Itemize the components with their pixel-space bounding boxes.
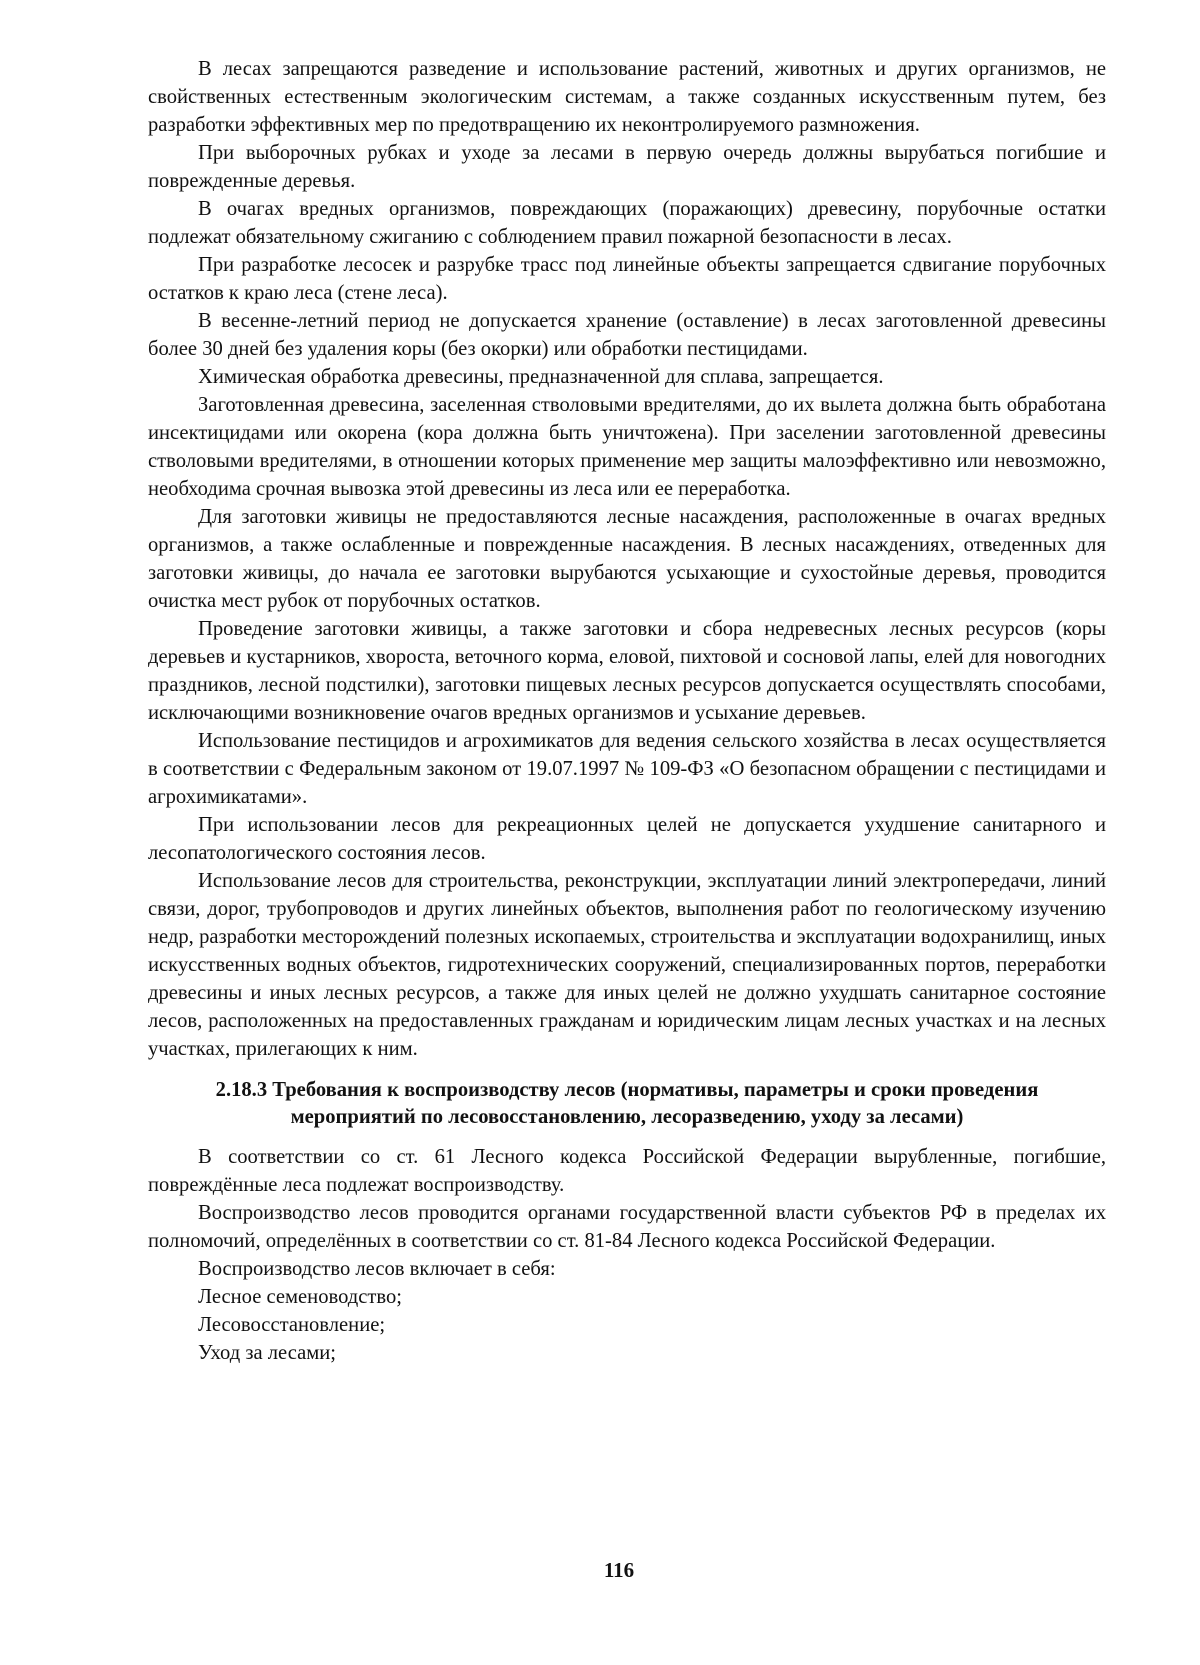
list-intro: Воспроизводство лесов включает в себя: <box>198 1258 556 1280</box>
list-item: Лесное семеноводство; <box>198 1286 403 1308</box>
body-paragraph: Использование пестицидов и агрохимикатов для ведения сельского хозяйства в лесах осуществляется в соответствии с Федеральным законом от 19.07.1997 № 109-ФЗ «О безопасном обращении с пестицидами и агрохимикатами». <box>148 730 1106 808</box>
document-page <box>148 55 1106 1367</box>
body-paragraph: При разработке лесосек и разрубке трасс под линейные объекты запрещается сдвигание порубочных остатков к краю леса (стене леса). <box>148 254 1106 304</box>
body-paragraph: В весенне-летний период не допускается хранение (оставление) в лесах заготовленной древесины более 30 дней без удаления коры (без окорки) или обработки пестицидами. <box>148 310 1106 360</box>
body-paragraph: В очагах вредных организмов, повреждающих (поражающих) древесину, порубочные остатки подлежат обязательному сжиганию с соблюдением правил пожарной безопасности в лесах. <box>148 198 1106 248</box>
section-heading-line: 2.18.3 Требования к воспроизводству лесов (нормативы, параметры и сроки проведения <box>215 1079 1039 1101</box>
list-item: Уход за лесами; <box>198 1342 337 1364</box>
list-item: Лесовосстановление; <box>198 1314 386 1336</box>
section-paragraph: В соответствии со ст. 61 Лесного кодекса Российской Федерации вырубленные, погибшие, повреждённые леса подлежат воспроизводству. <box>148 1146 1106 1196</box>
body-paragraph: Для заготовки живицы не предоставляются лесные насаждения, расположенные в очагах вредных организмов, а также ослабленные и поврежденные насаждения. В лесных насаждениях, отведенных для заготовки живицы, до начала ее заготовки вырубаются усыхающие и сухостойные деревья, проводится очистка мест рубок от порубочных остатков. <box>148 506 1106 612</box>
section-paragraph: Воспроизводство лесов проводится органами государственной власти субъектов РФ в пределах их полномочий, определённых в соответствии со ст. 81-84 Лесного кодекса Российской Федерации. <box>148 1202 1106 1252</box>
body-paragraph: В лесах запрещаются разведение и использование растений, животных и других организмов, не свойственных естественным экологическим системам, а также созданных искусственным путем, без разработки эффективных мер по предотвращению их неконтролируемого размножения. <box>148 58 1106 136</box>
page-number: 116 <box>603 1558 635 1582</box>
body-paragraph: При использовании лесов для рекреационных целей не допускается ухудшение санитарного и лесопатологического состояния лесов. <box>148 814 1106 864</box>
body-paragraph: Химическая обработка древесины, предназначенной для сплава, запрещается. <box>198 366 884 388</box>
body-paragraph: Проведение заготовки живицы, а также заготовки и сбора недревесных лесных ресурсов (коры деревьев и кустарников, хвороста, веточного корма, еловой, пихтовой и сосновой лапы, елей для новогодних праздников, лесной подстилки), заготовки пищевых лесных ресурсов допускается осуществлять способами, исключающими возникновение очагов вредных организмов и усыхание деревьев. <box>148 618 1106 724</box>
body-paragraph: Использование лесов для строительства, реконструкции, эксплуатации линий электропередачи, линий связи, дорог, трубопроводов и других линейных объектов, выполнения работ по геологическому изучению недр, разработки месторождений полезных ископаемых, строительства и эксплуатации водохранилищ, иных искусственных водных объектов, гидротехнических сооружений, специализированных портов, переработки древесины и иных лесных ресурсов, а также для иных целей не должно ухудшать санитарное состояние лесов, расположенных на предоставленных гражданам и юридическим лицам лесных участках и на лесных участках, прилегающих к ним. <box>148 870 1106 1060</box>
body-paragraph: При выборочных рубках и уходе за лесами в первую очередь должны вырубаться погибшие и поврежденные деревья. <box>148 142 1106 192</box>
section-heading <box>148 1077 1106 1131</box>
section-heading-line: мероприятий по лесовосстановлению, лесоразведению, уходу за лесами) <box>290 1106 964 1128</box>
body-paragraph: Заготовленная древесина, заселенная стволовыми вредителями, до их вылета должна быть обработана инсектицидами или окорена (кора должна быть уничтожена). При заселении заготовленной древесины стволовыми вредителями, в отношении которых применение мер защиты малоэффективно или невозможно, необходима срочная вывозка этой древесины из леса или ее переработка. <box>148 394 1106 500</box>
